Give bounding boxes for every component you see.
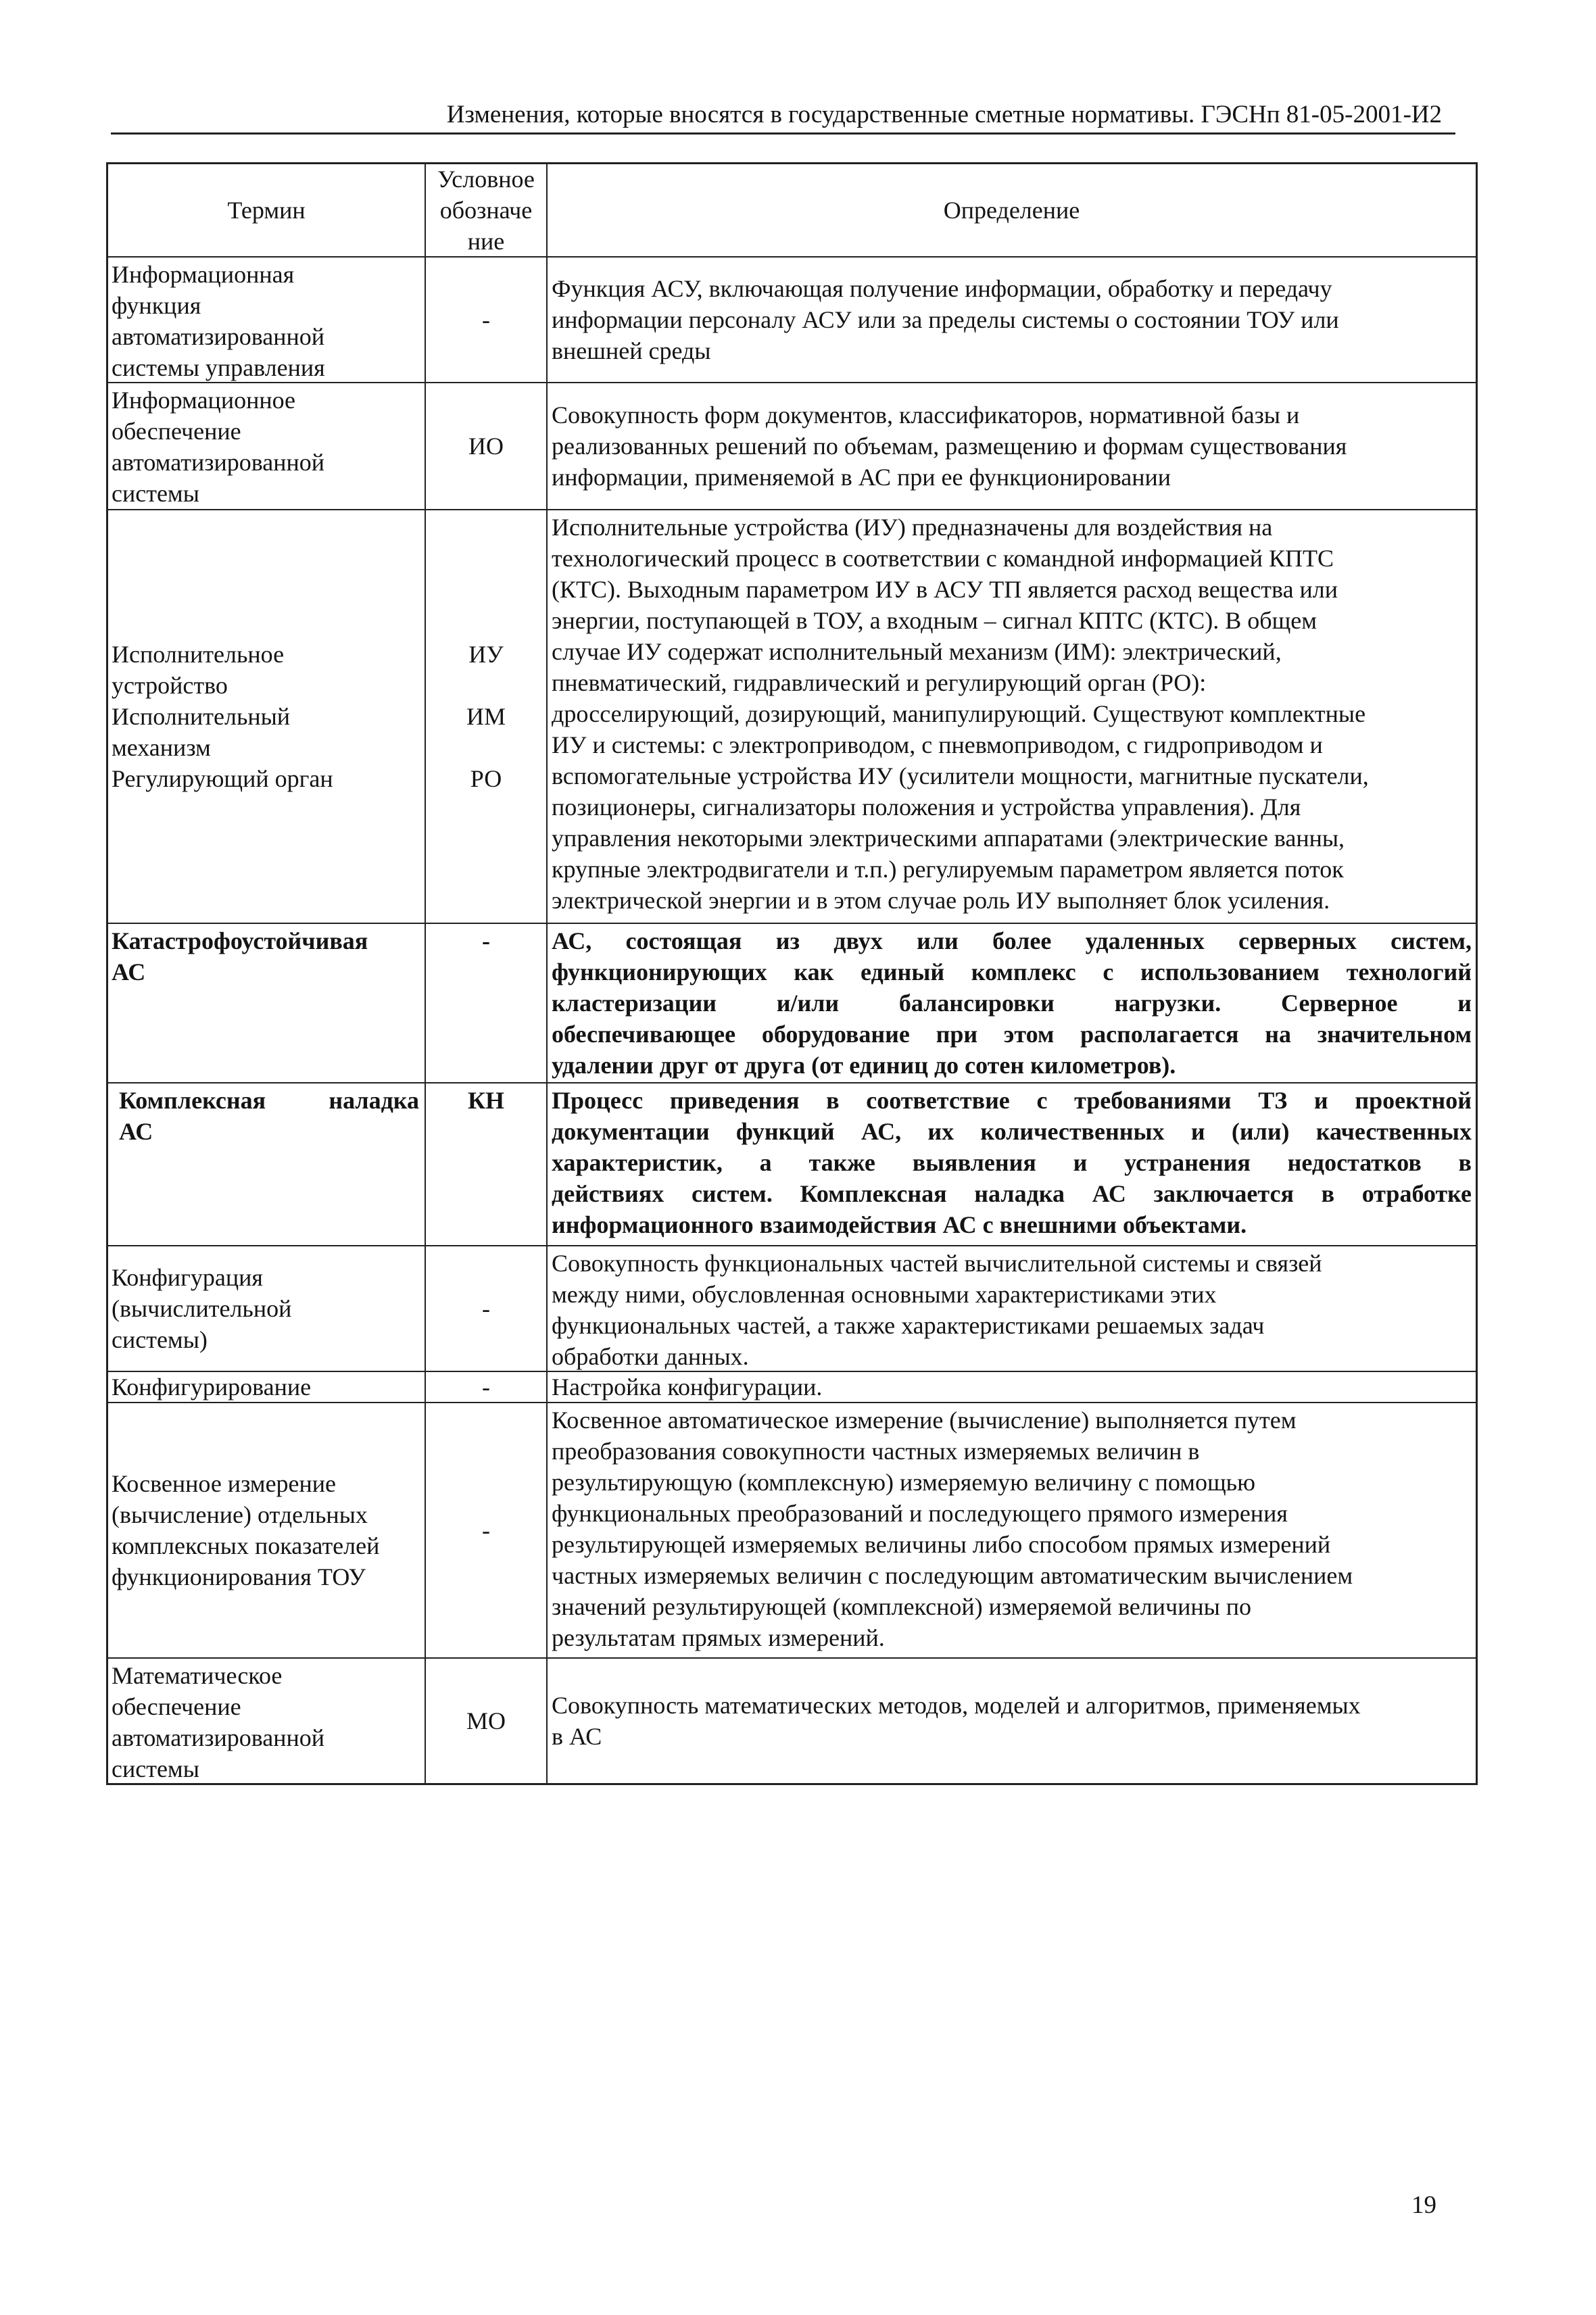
definition-line: Совокупность форм документов, классификаторов, нормативной базы и	[552, 401, 1300, 429]
definition-line: информационного взаимодействия АС с внешними объектами.	[552, 1211, 1247, 1238]
term-line: системы управления	[112, 354, 325, 381]
definition-line: информации персоналу АСУ или за пределы системы о состоянии ТОУ или	[552, 306, 1339, 333]
definition-line: характеристик, а также выявления и устранения недостатков в	[552, 1149, 1472, 1176]
symbol-line: ИО	[468, 433, 504, 460]
term-line: АС	[112, 958, 146, 985]
table-row	[108, 1246, 1476, 1372]
term-line: Комплексная наладка	[119, 1087, 419, 1114]
term-cell	[108, 1083, 426, 1245]
definition-line: документации функций АС, их количественных и (или) качественных	[552, 1118, 1472, 1145]
table-row	[108, 258, 1476, 383]
document-header-title: Изменения, которые вносятся в государственные сметные нормативы. ГЭСНп 81-05-2001-И2	[446, 101, 1442, 128]
page-number: 19	[1411, 2191, 1436, 2219]
header-term: Термин	[227, 197, 306, 224]
definition-line: кластеризации и/или балансировки нагрузки. Серверное и	[552, 990, 1472, 1017]
definition-cell	[548, 1372, 1476, 1402]
term-line: Катастрофоустойчивая	[112, 927, 368, 954]
term-line: функционирования ТОУ	[112, 1563, 366, 1590]
definition-line: информации, применяемой в АС при ее функционировании	[552, 464, 1171, 491]
term-line: системы)	[112, 1326, 208, 1353]
definition-line: Функция АСУ, включающая получение информации, обработку и передачу	[552, 275, 1332, 302]
term-cell	[108, 924, 426, 1082]
definition-line: АС, состоящая из двух или более удаленных серверных систем,	[552, 927, 1472, 954]
symbol-line: КН	[467, 1087, 505, 1114]
definition-line: (КТС). Выходным параметром ИУ в АСУ ТП является расход вещества или	[552, 576, 1338, 603]
definition-line: внешней среды	[552, 337, 711, 364]
symbol-cell	[426, 383, 548, 509]
table-row	[108, 510, 1476, 924]
term-line: механизм	[112, 734, 211, 761]
term-cell	[108, 1246, 426, 1371]
definition-line: пневматический, гидравлический и регулирующий орган (РО):	[552, 669, 1207, 696]
definition-cell	[548, 383, 1476, 509]
term-line: системы	[112, 480, 199, 507]
definition-cell	[548, 924, 1476, 1082]
definition-line: крупные электродвигатели и т.п.) регулируемым параметром является поток	[552, 856, 1344, 883]
term-cell	[108, 383, 426, 509]
definition-line: реализованных решений по объемам, размещению и формам существования	[552, 433, 1347, 460]
symbol-cell	[426, 258, 548, 382]
definition-line: технологический процесс в соответствии с командной информацией КПТС	[552, 545, 1334, 572]
definition-cell	[548, 258, 1476, 382]
term-line: Конфигурирование	[112, 1373, 312, 1400]
term-line: (вычислительной	[112, 1295, 292, 1322]
definition-line: удалении друг от друга (от единиц до сотен километров).	[552, 1052, 1176, 1079]
term-line: Информационное	[112, 387, 296, 414]
term-line: Исполнительное	[112, 641, 285, 668]
table-row	[108, 1372, 1476, 1403]
table-header-row	[108, 164, 1476, 258]
symbol-cell	[426, 924, 548, 1082]
term-line: комплексных показателей	[112, 1532, 380, 1559]
header-definition: Определение	[943, 197, 1080, 224]
term-line: (вычисление) отдельных	[112, 1501, 368, 1528]
symbol-line: -	[482, 1517, 490, 1544]
definition-line: Настройка конфигурации.	[552, 1373, 823, 1400]
definition-line: действиях систем. Комплексная наладка АС заключается в отработке	[552, 1180, 1472, 1207]
symbol-line: ИМ	[466, 703, 506, 730]
term-cell	[108, 1403, 426, 1657]
definition-line: функциональных преобразований и последующего прямого измерения	[552, 1500, 1288, 1527]
symbol-line: -	[482, 306, 490, 333]
definition-line: дросселирующий, дозирующий, манипулирующий. Существуют комплектные	[552, 700, 1366, 727]
definition-line: результирующей измеряемых величины либо способом прямых измерений	[552, 1531, 1331, 1558]
table-row	[108, 1083, 1476, 1246]
term-line: Исполнительный	[112, 703, 291, 730]
definition-line: результатам прямых измерений.	[552, 1624, 885, 1651]
definition-cell	[548, 1659, 1476, 1783]
definition-cell	[548, 510, 1476, 923]
symbol-line: ИУ	[468, 641, 504, 668]
symbol-line: МО	[466, 1707, 506, 1734]
definition-line: преобразования совокупности частных измеряемых величин в	[552, 1438, 1200, 1465]
term-line: Математическое	[112, 1662, 283, 1689]
table-row	[108, 924, 1476, 1083]
header-definition-cell	[548, 164, 1476, 256]
definition-line: Исполнительные устройства (ИУ) предназначены для воздействия на	[552, 514, 1273, 541]
definition-line: функциональных частей, а также характеристиками решаемых задач	[552, 1312, 1265, 1339]
term-line: автоматизированной	[112, 1724, 325, 1751]
term-line: АС	[119, 1118, 153, 1145]
header-symbol-line: ние	[467, 228, 505, 255]
definition-line: Процесс приведения в соответствие с требованиями ТЗ и проектной	[552, 1087, 1472, 1114]
term-line: Регулирующий орган	[112, 765, 333, 792]
symbol-line: -	[482, 1373, 490, 1400]
term-cell	[108, 258, 426, 382]
symbol-cell	[426, 1659, 548, 1783]
definition-line: Косвенное автоматическое измерение (вычисление) выполняется путем	[552, 1407, 1297, 1434]
definition-line: вспомогательные устройства ИУ (усилители мощности, магнитные пускатели,	[552, 762, 1369, 789]
definition-line: в АС	[552, 1723, 602, 1750]
definition-line: Совокупность функциональных частей вычислительной системы и связей	[552, 1250, 1322, 1277]
term-line: Косвенное измерение	[112, 1470, 337, 1497]
term-line: системы	[112, 1755, 199, 1782]
definition-cell	[548, 1246, 1476, 1371]
term-line: автоматизированной	[112, 323, 325, 350]
term-line: Информационная	[112, 261, 295, 288]
header-symbol-line: Условное	[437, 166, 535, 193]
term-line: устройство	[112, 672, 228, 699]
definition-line: управления некоторыми электрическими аппаратами (электрические ванны,	[552, 825, 1345, 852]
definition-line: обеспечивающее оборудование при этом располагается на значительном	[552, 1021, 1472, 1048]
symbol-cell	[426, 1246, 548, 1371]
term-line: функция	[112, 292, 201, 319]
definition-line: ИУ и системы: с электроприводом, с пневмоприводом, с гидроприводом и	[552, 731, 1323, 758]
term-line: Конфигурация	[112, 1264, 263, 1291]
terms-table	[106, 162, 1478, 1785]
definition-line: обработки данных.	[552, 1343, 749, 1370]
header-symbol-cell	[426, 164, 548, 256]
table-row	[108, 1659, 1476, 1783]
table-row	[108, 1403, 1476, 1659]
symbol-cell	[426, 1083, 548, 1245]
definition-line: случае ИУ содержат исполнительный механизм (ИМ): электрический,	[552, 638, 1282, 665]
definition-line: значений результирующей (комплексной) измеряемой величины по	[552, 1593, 1252, 1620]
definition-line: электрической энергии и в этом случае роль ИУ выполняет блок усиления.	[552, 887, 1330, 914]
term-cell	[108, 510, 426, 923]
symbol-line: -	[482, 1295, 490, 1322]
symbol-line: -	[482, 927, 490, 954]
definition-line: результирующую (комплексную) измеряемую величину с помощью	[552, 1469, 1255, 1496]
definition-line: энергии, поступающей в ТОУ, а входным – сигнал КПТС (КТС). В общем	[552, 607, 1317, 634]
definition-line: между ними, обусловленная основными характеристиками этих	[552, 1281, 1217, 1308]
term-cell	[108, 1372, 426, 1402]
table-row	[108, 383, 1476, 510]
definition-cell	[548, 1083, 1476, 1245]
definition-cell	[548, 1403, 1476, 1657]
header-divider	[111, 132, 1455, 135]
definition-line: Совокупность математических методов, моделей и алгоритмов, применяемых	[552, 1692, 1361, 1719]
symbol-line: РО	[470, 765, 502, 792]
symbol-cell	[426, 1403, 548, 1657]
symbol-cell	[426, 510, 548, 923]
symbol-cell	[426, 1372, 548, 1402]
term-line: автоматизированной	[112, 449, 325, 476]
term-cell	[108, 1659, 426, 1783]
header-term-cell	[108, 164, 426, 256]
header-symbol-line: обозначе	[439, 197, 533, 224]
term-line: обеспечение	[112, 1693, 241, 1720]
definition-line: частных измеряемых величин с последующим автоматическим вычислением	[552, 1562, 1353, 1589]
term-line: обеспечение	[112, 418, 241, 445]
definition-line: позиционеры, сигнализаторы положения и устройства управления). Для	[552, 794, 1301, 821]
definition-line: функционирующих как единый комплекс с использованием технологий	[552, 958, 1472, 985]
